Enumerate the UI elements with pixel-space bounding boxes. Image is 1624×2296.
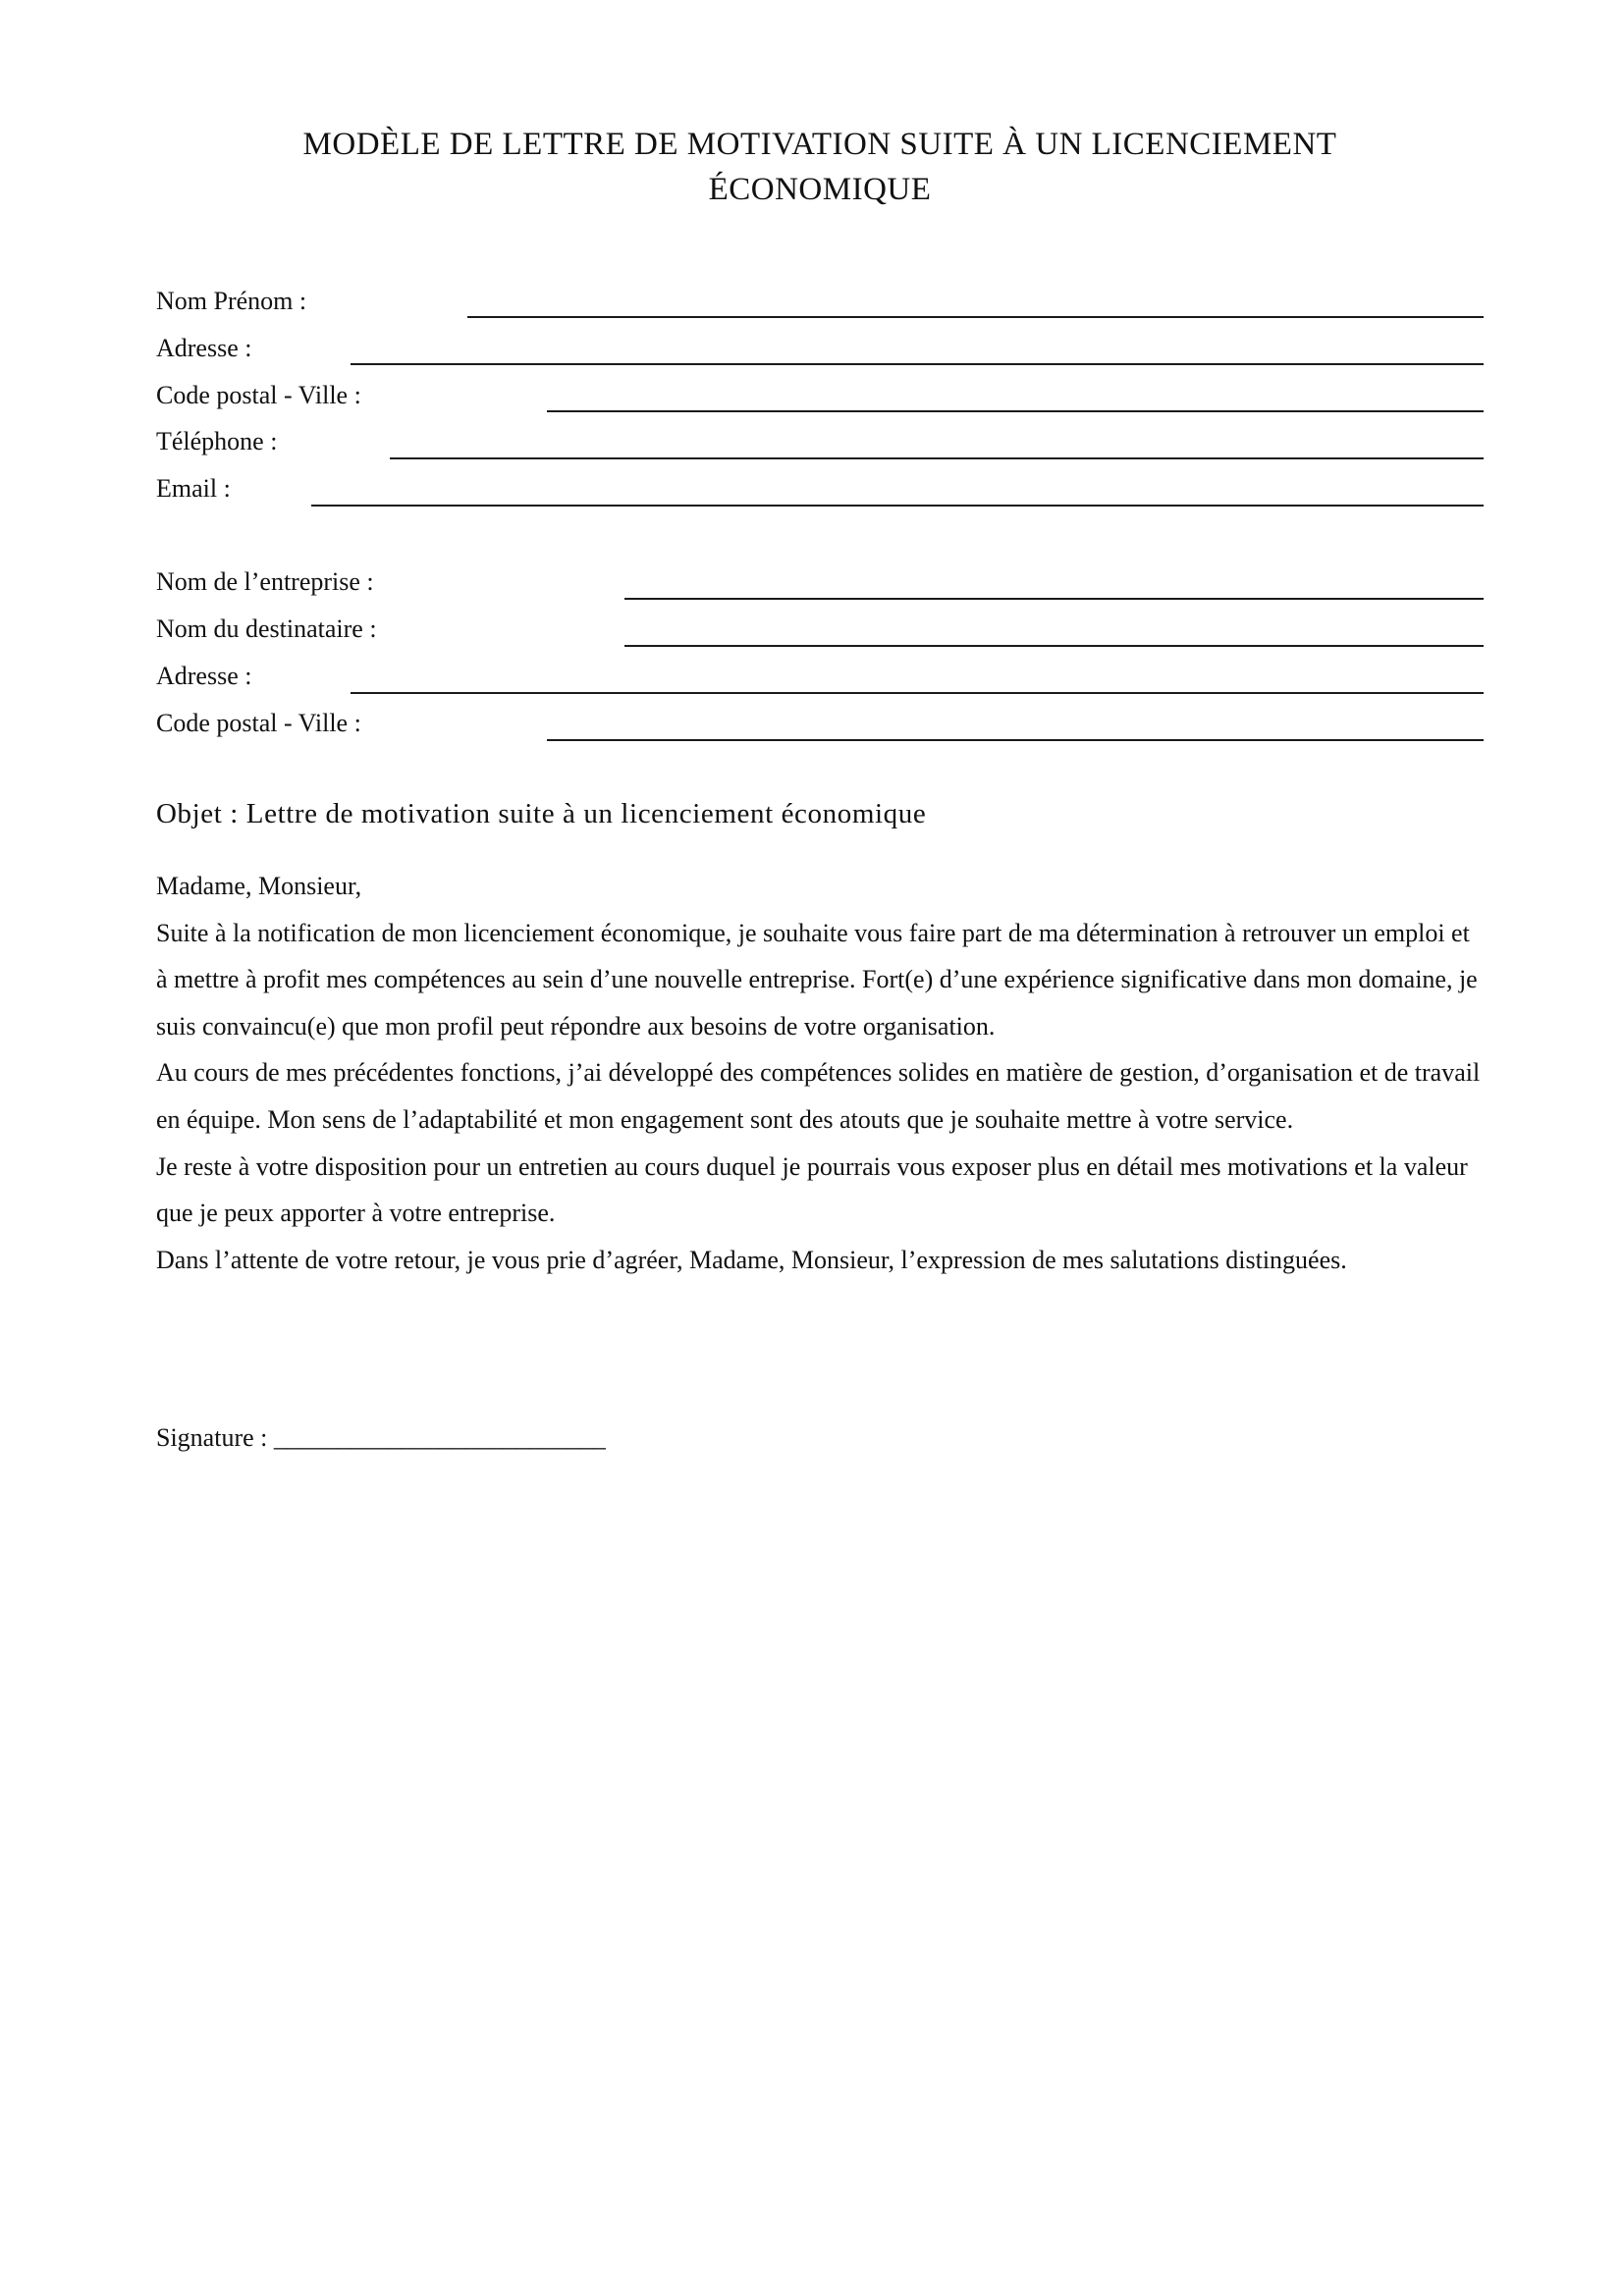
document-title-line-1: MODÈLE DE LETTRE DE MOTIVATION SUITE À UN LICENCIEMENT (302, 127, 1337, 162)
sender-address-label: Adresse : (156, 334, 252, 362)
sender-email-field[interactable] (311, 505, 1484, 507)
sender-postal-city-field[interactable] (547, 410, 1484, 412)
sender-postal-city-label: Code postal - Ville : (156, 381, 361, 409)
sender-address-field[interactable] (351, 363, 1484, 365)
sender-phone-label: Téléphone : (156, 427, 278, 455)
paragraph-1: Suite à la notification de mon licenciement économique, je souhaite vous faire part de ma détermination à retrouver un emploi et à mettre à profit mes compétences au sein d’une nouvelle entreprise. Fort(e) d’une expérience significative dans mon domaine, je suis convaincu(e) que mon profil peut répondre aux besoins de votre organisation. (156, 918, 1478, 1041)
signature-line[interactable]: Signature : __________________________ (156, 1423, 606, 1452)
recipient-addressee-field[interactable] (624, 645, 1484, 647)
recipient-company-field[interactable] (624, 598, 1484, 600)
recipient-postal-city-label: Code postal - Ville : (156, 709, 361, 737)
subject-line: Objet : Lettre de motivation suite à un licenciement économique (156, 798, 927, 829)
sender-email-label: Email : (156, 474, 231, 503)
recipient-company-label: Nom de l’entreprise : (156, 567, 374, 596)
document-title (157, 122, 1483, 212)
recipient-address-label: Adresse : (156, 662, 252, 690)
paragraph-4: Dans l’attente de votre retour, je vous prie d’agréer, Madame, Monsieur, l’expression de mes salutations distinguées. (156, 1245, 1347, 1274)
sender-phone-field[interactable] (390, 457, 1484, 459)
recipient-address-field[interactable] (351, 692, 1484, 694)
sender-name-label: Nom Prénom : (156, 287, 307, 315)
document-title-line-2: ÉCONOMIQUE (708, 172, 932, 207)
sender-name-field[interactable] (467, 316, 1484, 318)
recipient-addressee-label: Nom du destinataire : (156, 614, 377, 643)
paragraph-3: Je reste à votre disposition pour un entretien au cours duquel je pourrais vous exposer plus en détail mes motivations et la valeur que je peux apporter à votre entreprise. (156, 1151, 1468, 1228)
paragraph-2: Au cours de mes précédentes fonctions, j’ai développé des compétences solides en matière de gestion, d’organisation et de travail en équipe. Mon sens de l’adaptabilité et mon engagement sont des atouts que je souhaite mettre à votre service. (156, 1058, 1481, 1134)
letter-body (156, 863, 1482, 1283)
salutation: Madame, Monsieur, (156, 872, 362, 900)
recipient-postal-city-field[interactable] (547, 739, 1484, 741)
